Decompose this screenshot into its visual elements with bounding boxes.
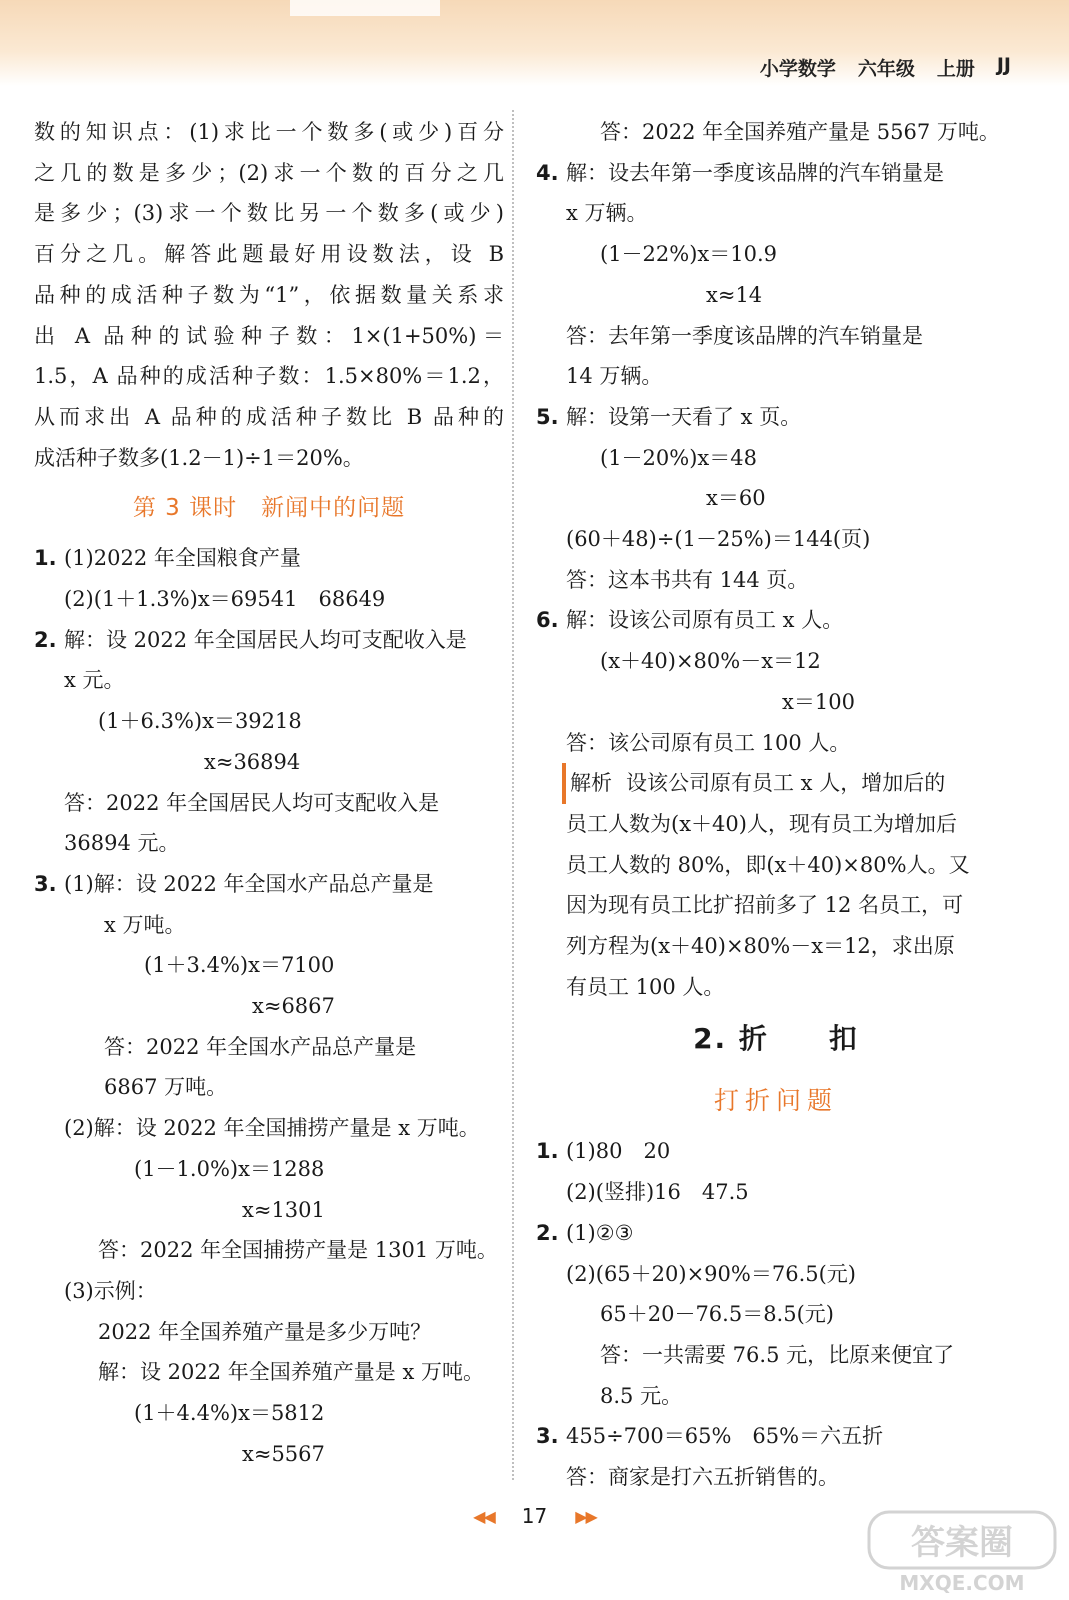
equation-line: x≈5567 <box>242 1441 325 1466</box>
analysis-line: 因为现有员工比扩招前多了 12 名员工，可 <box>566 893 964 918</box>
equation-line: (1＋4.4%)x＝5812 <box>134 1401 325 1426</box>
answer-line: 解：设 2022 年全国居民人均可支配收入是 <box>64 627 467 652</box>
equation-line: x≈14 <box>706 282 763 307</box>
analysis-line: 员工人数为(x＋40)人，现有员工为增加后 <box>566 811 957 836</box>
answer-line: 答：这本书共有 144 页。 <box>566 567 809 592</box>
answer-line: 答：2022 年全国水产品总产量是 <box>104 1034 417 1059</box>
question-number: 2. <box>536 1220 559 1245</box>
header-edition: JJ <box>996 54 1011 76</box>
answer-line: 8.5 元。 <box>600 1383 683 1408</box>
answer-line: 6867 万吨。 <box>104 1075 228 1100</box>
intro-line: 成活种子数多(1.2－1)÷1＝20%。 <box>34 445 364 470</box>
intro-line: 出 A 品种的试验种子数：1×(1+50%)＝ <box>34 323 504 348</box>
answer-line: 答：去年第一季度该品牌的汽车销量是 <box>566 323 923 348</box>
question-number: 3. <box>536 1424 559 1449</box>
prev-arrows-icon: ◀◀ <box>473 1506 494 1526</box>
intro-line: 是多少；(3)求一个数比另一个数多(或少) <box>34 201 504 226</box>
intro-line: 之几的数是多少；(2)求一个数的百分之几 <box>34 160 504 185</box>
question-number: 4. <box>536 160 559 185</box>
right-column <box>536 112 1016 1498</box>
analysis-line: 员工人数的 80%，即(x＋40)×80%人。又 <box>566 852 970 877</box>
header-subject: 小学数学 <box>759 58 836 80</box>
intro-line: 1.5，A 品种的成活种子数：1.5×80%＝1.2， <box>34 364 504 389</box>
equation-line: x＝100 <box>782 689 855 714</box>
header-meta <box>760 54 1011 81</box>
question-number: 6. <box>536 608 559 633</box>
question-number: 1. <box>536 1139 559 1164</box>
answer-line: x 万辆。 <box>566 201 648 226</box>
subsection-title: 打折问题 <box>713 1086 838 1116</box>
column-divider <box>512 110 514 1480</box>
equation-line: (1－20%)x＝48 <box>600 445 757 470</box>
svg-text:答案圈: 答案圈 <box>911 1523 1013 1563</box>
analysis-label: 解析 <box>562 763 612 804</box>
answer-line: 解：设 2022 年全国养殖产量是 x 万吨。 <box>98 1360 484 1385</box>
page-number: 17 <box>521 1504 548 1528</box>
svg-text:MXQE.COM: MXQE.COM <box>899 1571 1025 1594</box>
answer-line: 答：该公司原有员工 100 人。 <box>566 730 851 755</box>
equation-line: 65＋20－76.5＝8.5(元) <box>600 1302 834 1327</box>
equation-line: (60＋48)÷(1－25%)＝144(页) <box>566 527 871 552</box>
answer-line: (1)2022 年全国粮食产量 <box>64 546 301 571</box>
header-volume: 上册 <box>936 58 975 80</box>
answer-line: (3)示例： <box>64 1278 157 1303</box>
equation-line: (2)(65＋20)×90%＝76.5(元) <box>566 1261 856 1286</box>
equation-line: x≈36894 <box>204 749 301 774</box>
answer-line: (1)解：设 2022 年全国水产品总产量是 <box>64 871 434 896</box>
answer-line: 答：2022 年全国捕捞产量是 1301 万吨。 <box>98 1238 498 1263</box>
analysis-line: 列方程为(x＋40)×80%－x＝12，求出原 <box>566 934 955 959</box>
equation-line: (1－1.0%)x＝1288 <box>134 1156 325 1181</box>
answer-line: 解：设该公司原有员工 x 人。 <box>566 608 844 633</box>
answer-line: 答：一共需要 76.5 元，比原来便宜了 <box>600 1342 955 1367</box>
equation-line: x≈1301 <box>242 1197 325 1222</box>
next-arrows-icon: ▶▶ <box>575 1506 596 1526</box>
left-column <box>34 112 504 1475</box>
answer-line: 14 万辆。 <box>566 364 663 389</box>
answer-line: (2)(竖排)16 47.5 <box>566 1180 749 1205</box>
equation-line: (1－22%)x＝10.9 <box>600 242 778 267</box>
analysis-line: 有员工 100 人。 <box>566 974 725 999</box>
intro-line: 从而求出 A 品种的成活种子数比 B 品种的 <box>34 404 504 429</box>
lesson-title: 第 3 课时 新闻中的问题 <box>132 495 406 522</box>
question-number: 2. <box>34 627 57 652</box>
answer-line: x 元。 <box>64 668 125 693</box>
section-title: 2. 折 扣 <box>693 1022 859 1056</box>
equation-line: x＝60 <box>706 486 766 511</box>
equation-line: (x＋40)×80%－x＝12 <box>600 649 821 674</box>
intro-line: 品种的成活种子数为“1”，依据数量关系求 <box>34 282 504 307</box>
analysis-line: 设该公司原有员工 x 人，增加后的 <box>626 771 946 796</box>
watermark-logo <box>867 1510 1057 1594</box>
question-number: 3. <box>34 871 57 896</box>
answer-line: x 万吨。 <box>104 912 186 937</box>
answer-line: 答：商家是打六五折销售的。 <box>566 1465 839 1490</box>
question-number: 5. <box>536 404 559 429</box>
answer-line: (1)80 20 <box>566 1139 671 1164</box>
equation-line: (1＋3.4%)x＝7100 <box>144 953 335 978</box>
answer-line: 解：设第一天看了 x 页。 <box>566 404 802 429</box>
answer-line: 答：2022 年全国居民人均可支配收入是 <box>64 790 440 815</box>
answer-line: (2)解：设 2022 年全国捕捞产量是 x 万吨。 <box>64 1116 480 1141</box>
equation-line: (1＋6.3%)x＝39218 <box>98 709 302 734</box>
answer-line: (2)(1＋1.3%)x＝69541 68649 <box>64 587 386 612</box>
question-number: 1. <box>34 546 57 571</box>
answer-line: 答：2022 年全国养殖产量是 5567 万吨。 <box>600 120 1000 144</box>
answer-line: (1)②③ <box>566 1220 634 1245</box>
equation-line: 455÷700＝65% 65%＝六五折 <box>566 1424 884 1449</box>
answer-line: 解：设去年第一季度该品牌的汽车销量是 <box>566 160 944 185</box>
answer-line: 2022 年全国养殖产量是多少万吨？ <box>98 1319 432 1344</box>
intro-line: 百分之几。解答此题最好用设数法，设 B <box>34 242 504 267</box>
answer-line: 36894 元。 <box>64 831 180 856</box>
equation-line: x≈6867 <box>252 994 335 1019</box>
intro-line: 数的知识点：(1)求比一个数多(或少)百分 <box>34 120 504 144</box>
header-strip <box>290 0 440 16</box>
header-grade: 六年级 <box>857 58 915 80</box>
